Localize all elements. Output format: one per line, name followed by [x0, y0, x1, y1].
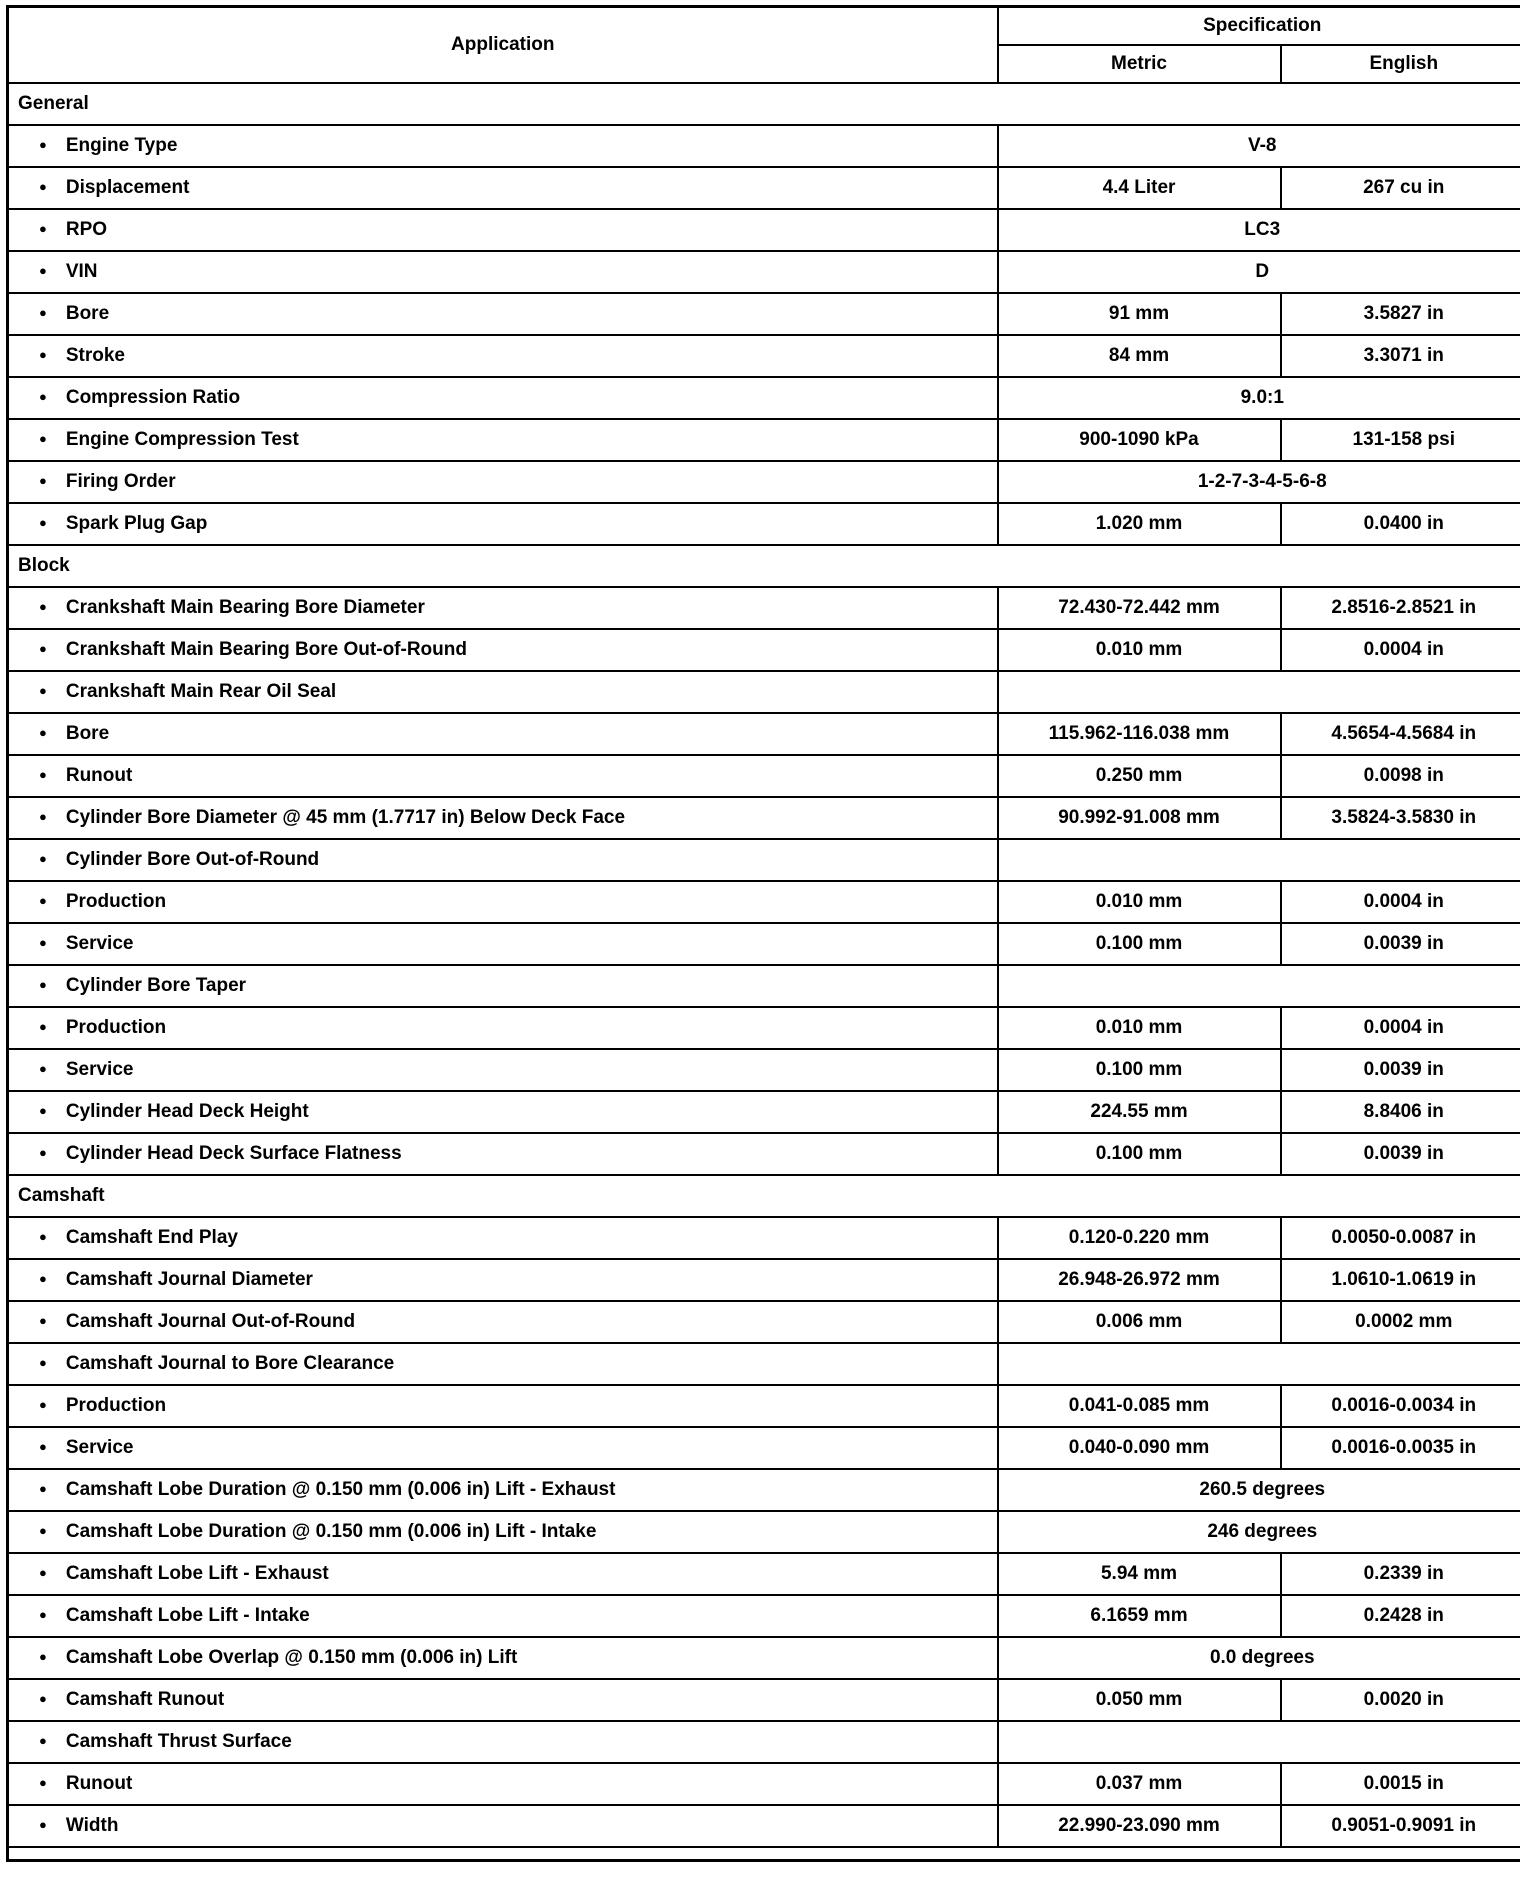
shared-value: 0.0 degrees: [998, 1637, 1520, 1679]
english-value: 1.0610-1.0619 in: [1281, 1259, 1520, 1301]
row-label-cell: [8, 1007, 998, 1049]
bullet-icon: ●: [39, 346, 47, 362]
metric-value: 0.100 mm: [998, 1049, 1281, 1091]
bullet-icon: ●: [39, 1018, 47, 1034]
bullet-icon: ●: [39, 430, 47, 446]
row-label-cell: [8, 335, 998, 377]
row-label: Camshaft Thrust Surface: [65, 1730, 292, 1752]
row-label-cell: [8, 461, 998, 503]
spec-table-body: [8, 83, 1520, 1861]
spec-row: [8, 965, 1520, 1007]
spec-row: [8, 503, 1520, 545]
spec-row: [8, 1427, 1520, 1469]
metric-value: 90.992-91.008 mm: [998, 797, 1281, 839]
row-label: Displacement: [65, 176, 190, 198]
row-label: Production: [65, 1016, 167, 1038]
row-label: Firing Order: [65, 470, 176, 492]
spec-row: [8, 1721, 1520, 1763]
english-value: 8.8406 in: [1281, 1091, 1520, 1133]
metric-value: 0.120-0.220 mm: [998, 1217, 1281, 1259]
row-label-cell: [8, 881, 998, 923]
bullet-icon: ●: [39, 1270, 47, 1286]
english-value: 0.0098 in: [1281, 755, 1520, 797]
metric-value: 6.1659 mm: [998, 1595, 1281, 1637]
spec-row: [8, 167, 1520, 209]
row-label-cell: [8, 965, 998, 1007]
english-value: 0.0039 in: [1281, 923, 1520, 965]
spec-row: [8, 419, 1520, 461]
english-value: 0.0016-0.0035 in: [1281, 1427, 1520, 1469]
bullet-icon: ●: [39, 1564, 47, 1580]
row-label: Spark Plug Gap: [65, 512, 208, 534]
spec-row: [8, 1385, 1520, 1427]
row-label: Camshaft Lobe Lift - Intake: [65, 1604, 310, 1626]
spec-row: [8, 335, 1520, 377]
spec-row: [8, 209, 1520, 251]
bullet-icon: ●: [39, 640, 47, 656]
row-label-cell: [8, 1427, 998, 1469]
bullet-icon: ●: [39, 1522, 47, 1538]
bullet-icon: ●: [39, 976, 47, 992]
english-value: 0.0039 in: [1281, 1133, 1520, 1175]
row-label-cell: [8, 1343, 998, 1385]
bullet-icon: ●: [39, 1480, 47, 1496]
row-label-cell: [8, 125, 998, 167]
metric-value: 1.020 mm: [998, 503, 1281, 545]
english-value: 0.0004 in: [1281, 1007, 1520, 1049]
spec-row: [8, 797, 1520, 839]
row-label-cell: [8, 839, 998, 881]
row-label: Cylinder Bore Out-of-Round: [65, 848, 320, 870]
metric-value: 0.037 mm: [998, 1763, 1281, 1805]
bullet-icon: ●: [39, 850, 47, 866]
section-header-row: [8, 1175, 1520, 1217]
bullet-icon: ●: [39, 1396, 47, 1412]
bullet-icon: ●: [39, 1060, 47, 1076]
bullet-icon: ●: [39, 514, 47, 530]
spec-row: [8, 1091, 1520, 1133]
row-label: Crankshaft Main Bearing Bore Out-of-Round: [65, 638, 467, 660]
english-value: 4.5654-4.5684 in: [1281, 713, 1520, 755]
spec-row: [8, 1511, 1520, 1553]
row-label-cell: [8, 1553, 998, 1595]
row-label: Camshaft Runout: [65, 1688, 225, 1710]
metric-value: 91 mm: [998, 293, 1281, 335]
row-label-cell: [8, 167, 998, 209]
row-label: Production: [65, 890, 167, 912]
spec-row: [8, 1637, 1520, 1679]
row-label: Engine Compression Test: [65, 428, 299, 450]
spec-row: [8, 923, 1520, 965]
empty-spec-cell: [998, 1343, 1520, 1385]
english-value: 0.0050-0.0087 in: [1281, 1217, 1520, 1259]
english-value: 0.0015 in: [1281, 1763, 1520, 1805]
spec-row: [8, 671, 1520, 713]
english-column-header: English: [1281, 45, 1520, 83]
row-label: Camshaft Lobe Duration @ 0.150 mm (0.006 in) Lift - Exhaust: [65, 1478, 616, 1500]
metric-value: 26.948-26.972 mm: [998, 1259, 1281, 1301]
spec-row: [8, 1133, 1520, 1175]
spec-row: [8, 1553, 1520, 1595]
metric-value: 0.040-0.090 mm: [998, 1427, 1281, 1469]
spec-row: [8, 293, 1520, 335]
english-value: 0.9051-0.9091 in: [1281, 1805, 1520, 1847]
header-row-specification: [8, 7, 1520, 45]
metric-value: 115.962-116.038 mm: [998, 713, 1281, 755]
spec-row: [8, 1679, 1520, 1721]
partial-cutoff-row: [8, 1847, 1520, 1861]
row-label-cell: [8, 755, 998, 797]
metric-value: 0.100 mm: [998, 923, 1281, 965]
empty-spec-cell: [998, 671, 1520, 713]
row-label: Camshaft Journal Out-of-Round: [65, 1310, 356, 1332]
row-label-cell: [8, 419, 998, 461]
bullet-icon: ●: [39, 724, 47, 740]
bullet-icon: ●: [39, 262, 47, 278]
row-label-cell: [8, 503, 998, 545]
specification-column-header: Specification: [998, 7, 1520, 45]
metric-value: 0.010 mm: [998, 881, 1281, 923]
row-label: Compression Ratio: [65, 386, 241, 408]
row-label: Cylinder Bore Taper: [65, 974, 247, 996]
bullet-icon: ●: [39, 304, 47, 320]
row-label: Camshaft Lobe Lift - Exhaust: [65, 1562, 329, 1584]
row-label: Crankshaft Main Rear Oil Seal: [65, 680, 337, 702]
spec-row: [8, 1049, 1520, 1091]
bullet-icon: ●: [39, 1816, 47, 1832]
row-label: Production: [65, 1394, 167, 1416]
bullet-icon: ●: [39, 1774, 47, 1790]
row-label: Bore: [65, 302, 110, 324]
row-label: Stroke: [65, 344, 125, 366]
spec-row: [8, 1763, 1520, 1805]
bullet-icon: ●: [39, 1690, 47, 1706]
metric-value: 0.041-0.085 mm: [998, 1385, 1281, 1427]
row-label-cell: [8, 377, 998, 419]
row-label-cell: [8, 1679, 998, 1721]
bullet-icon: ●: [39, 892, 47, 908]
metric-value: 22.990-23.090 mm: [998, 1805, 1281, 1847]
bullet-icon: ●: [39, 1438, 47, 1454]
row-label: Engine Type: [65, 134, 178, 156]
row-label-cell: [8, 587, 998, 629]
english-value: 3.5827 in: [1281, 293, 1520, 335]
row-label: VIN: [65, 260, 98, 282]
english-value: 3.5824-3.5830 in: [1281, 797, 1520, 839]
spec-row: [8, 461, 1520, 503]
spec-row: [8, 1217, 1520, 1259]
row-label: RPO: [65, 218, 108, 240]
row-label-cell: [8, 1049, 998, 1091]
row-label-cell: [8, 1091, 998, 1133]
spec-row: [8, 251, 1520, 293]
row-label: Width: [65, 1814, 119, 1836]
empty-spec-cell: [998, 839, 1520, 881]
row-label: Camshaft Lobe Overlap @ 0.150 mm (0.006 in) Lift: [65, 1646, 518, 1668]
shared-value: V-8: [998, 125, 1520, 167]
shared-value: 1-2-7-3-4-5-6-8: [998, 461, 1520, 503]
row-label: Camshaft Journal Diameter: [65, 1268, 313, 1290]
english-value: 3.3071 in: [1281, 335, 1520, 377]
spec-row: [8, 1469, 1520, 1511]
metric-value: 84 mm: [998, 335, 1281, 377]
row-label-cell: [8, 1511, 998, 1553]
shared-value: LC3: [998, 209, 1520, 251]
row-label-cell: [8, 1217, 998, 1259]
bullet-icon: ●: [39, 1354, 47, 1370]
application-column-header: Application: [8, 7, 998, 83]
shared-value: 9.0:1: [998, 377, 1520, 419]
spec-row: [8, 755, 1520, 797]
row-label-cell: [8, 1595, 998, 1637]
metric-value: 4.4 Liter: [998, 167, 1281, 209]
bullet-icon: ●: [39, 388, 47, 404]
table-header: [8, 7, 1520, 83]
bullet-icon: ●: [39, 682, 47, 698]
metric-value: 72.430-72.442 mm: [998, 587, 1281, 629]
section-title: Block: [8, 545, 1520, 587]
bullet-icon: ●: [39, 1102, 47, 1118]
english-value: 0.0400 in: [1281, 503, 1520, 545]
spec-row: [8, 839, 1520, 881]
row-label-cell: [8, 629, 998, 671]
bullet-icon: ●: [39, 178, 47, 194]
row-label: Camshaft End Play: [65, 1226, 238, 1248]
empty-spec-cell: [998, 965, 1520, 1007]
shared-value: 246 degrees: [998, 1511, 1520, 1553]
spec-row: [8, 1595, 1520, 1637]
bullet-icon: ●: [39, 1144, 47, 1160]
bullet-icon: ●: [39, 934, 47, 950]
row-label-cell: [8, 1805, 998, 1847]
row-label-cell: [8, 923, 998, 965]
row-label-cell: [8, 1763, 998, 1805]
bullet-icon: ●: [39, 220, 47, 236]
spec-row: [8, 587, 1520, 629]
metric-value: 0.100 mm: [998, 1133, 1281, 1175]
row-label-cell: [8, 1469, 998, 1511]
english-value: 0.0004 in: [1281, 629, 1520, 671]
english-value: 0.0002 mm: [1281, 1301, 1520, 1343]
bullet-icon: ●: [39, 136, 47, 152]
row-label-cell: [8, 671, 998, 713]
row-label: Cylinder Bore Diameter @ 45 mm (1.7717 in) Below Deck Face: [65, 806, 626, 828]
section-header-row: [8, 545, 1520, 587]
spec-row: [8, 629, 1520, 671]
row-label: Service: [65, 1058, 134, 1080]
metric-value: 900-1090 kPa: [998, 419, 1281, 461]
english-value: 0.0039 in: [1281, 1049, 1520, 1091]
row-label-cell: [8, 1301, 998, 1343]
row-label-cell: [8, 1637, 998, 1679]
bullet-icon: ●: [39, 1648, 47, 1664]
spec-row: [8, 1805, 1520, 1847]
spec-row: [8, 1259, 1520, 1301]
row-label-cell: [8, 1385, 998, 1427]
engine-specifications-table: [6, 5, 1520, 1862]
bullet-icon: ●: [39, 598, 47, 614]
row-label: Bore: [65, 722, 110, 744]
english-value: 267 cu in: [1281, 167, 1520, 209]
row-label-cell: [8, 1721, 998, 1763]
section-title: General: [8, 83, 1520, 125]
spec-row: [8, 713, 1520, 755]
row-label-cell: [8, 209, 998, 251]
spec-row: [8, 125, 1520, 167]
english-value: 0.2428 in: [1281, 1595, 1520, 1637]
spec-row: [8, 377, 1520, 419]
metric-value: 0.010 mm: [998, 1007, 1281, 1049]
bullet-icon: ●: [39, 472, 47, 488]
row-label: Service: [65, 932, 134, 954]
bullet-icon: ●: [39, 1732, 47, 1748]
spec-row: [8, 1007, 1520, 1049]
metric-column-header: Metric: [998, 45, 1281, 83]
english-value: 0.0016-0.0034 in: [1281, 1385, 1520, 1427]
metric-value: 0.010 mm: [998, 629, 1281, 671]
bullet-icon: ●: [39, 1228, 47, 1244]
row-label-cell: [8, 713, 998, 755]
row-label-cell: [8, 293, 998, 335]
section-title: Camshaft: [8, 1175, 1520, 1217]
row-label-cell: [8, 251, 998, 293]
row-label: Runout: [65, 1772, 133, 1794]
spec-row: [8, 881, 1520, 923]
section-header-row: [8, 83, 1520, 125]
row-label: Cylinder Head Deck Surface Flatness: [65, 1142, 402, 1164]
english-value: 131-158 psi: [1281, 419, 1520, 461]
metric-value: 0.006 mm: [998, 1301, 1281, 1343]
bullet-icon: ●: [39, 1606, 47, 1622]
row-label: Camshaft Journal to Bore Clearance: [65, 1352, 395, 1374]
english-value: 2.8516-2.8521 in: [1281, 587, 1520, 629]
row-label-cell: [8, 797, 998, 839]
metric-value: 0.250 mm: [998, 755, 1281, 797]
bullet-icon: ●: [39, 766, 47, 782]
spec-row: [8, 1343, 1520, 1385]
bullet-icon: ●: [39, 808, 47, 824]
row-label: Cylinder Head Deck Height: [65, 1100, 309, 1122]
english-value: 0.2339 in: [1281, 1553, 1520, 1595]
metric-value: 0.050 mm: [998, 1679, 1281, 1721]
row-label: Camshaft Lobe Duration @ 0.150 mm (0.006 in) Lift - Intake: [65, 1520, 597, 1542]
shared-value: 260.5 degrees: [998, 1469, 1520, 1511]
english-value: 0.0020 in: [1281, 1679, 1520, 1721]
row-label: Crankshaft Main Bearing Bore Diameter: [65, 596, 425, 618]
english-value: 0.0004 in: [1281, 881, 1520, 923]
row-label-cell: [8, 1259, 998, 1301]
partial-cutoff-cell: [8, 1847, 1520, 1861]
shared-value: D: [998, 251, 1520, 293]
row-label: Runout: [65, 764, 133, 786]
empty-spec-cell: [998, 1721, 1520, 1763]
row-label: Service: [65, 1436, 134, 1458]
metric-value: 5.94 mm: [998, 1553, 1281, 1595]
spec-row: [8, 1301, 1520, 1343]
bullet-icon: ●: [39, 1312, 47, 1328]
row-label-cell: [8, 1133, 998, 1175]
metric-value: 224.55 mm: [998, 1091, 1281, 1133]
